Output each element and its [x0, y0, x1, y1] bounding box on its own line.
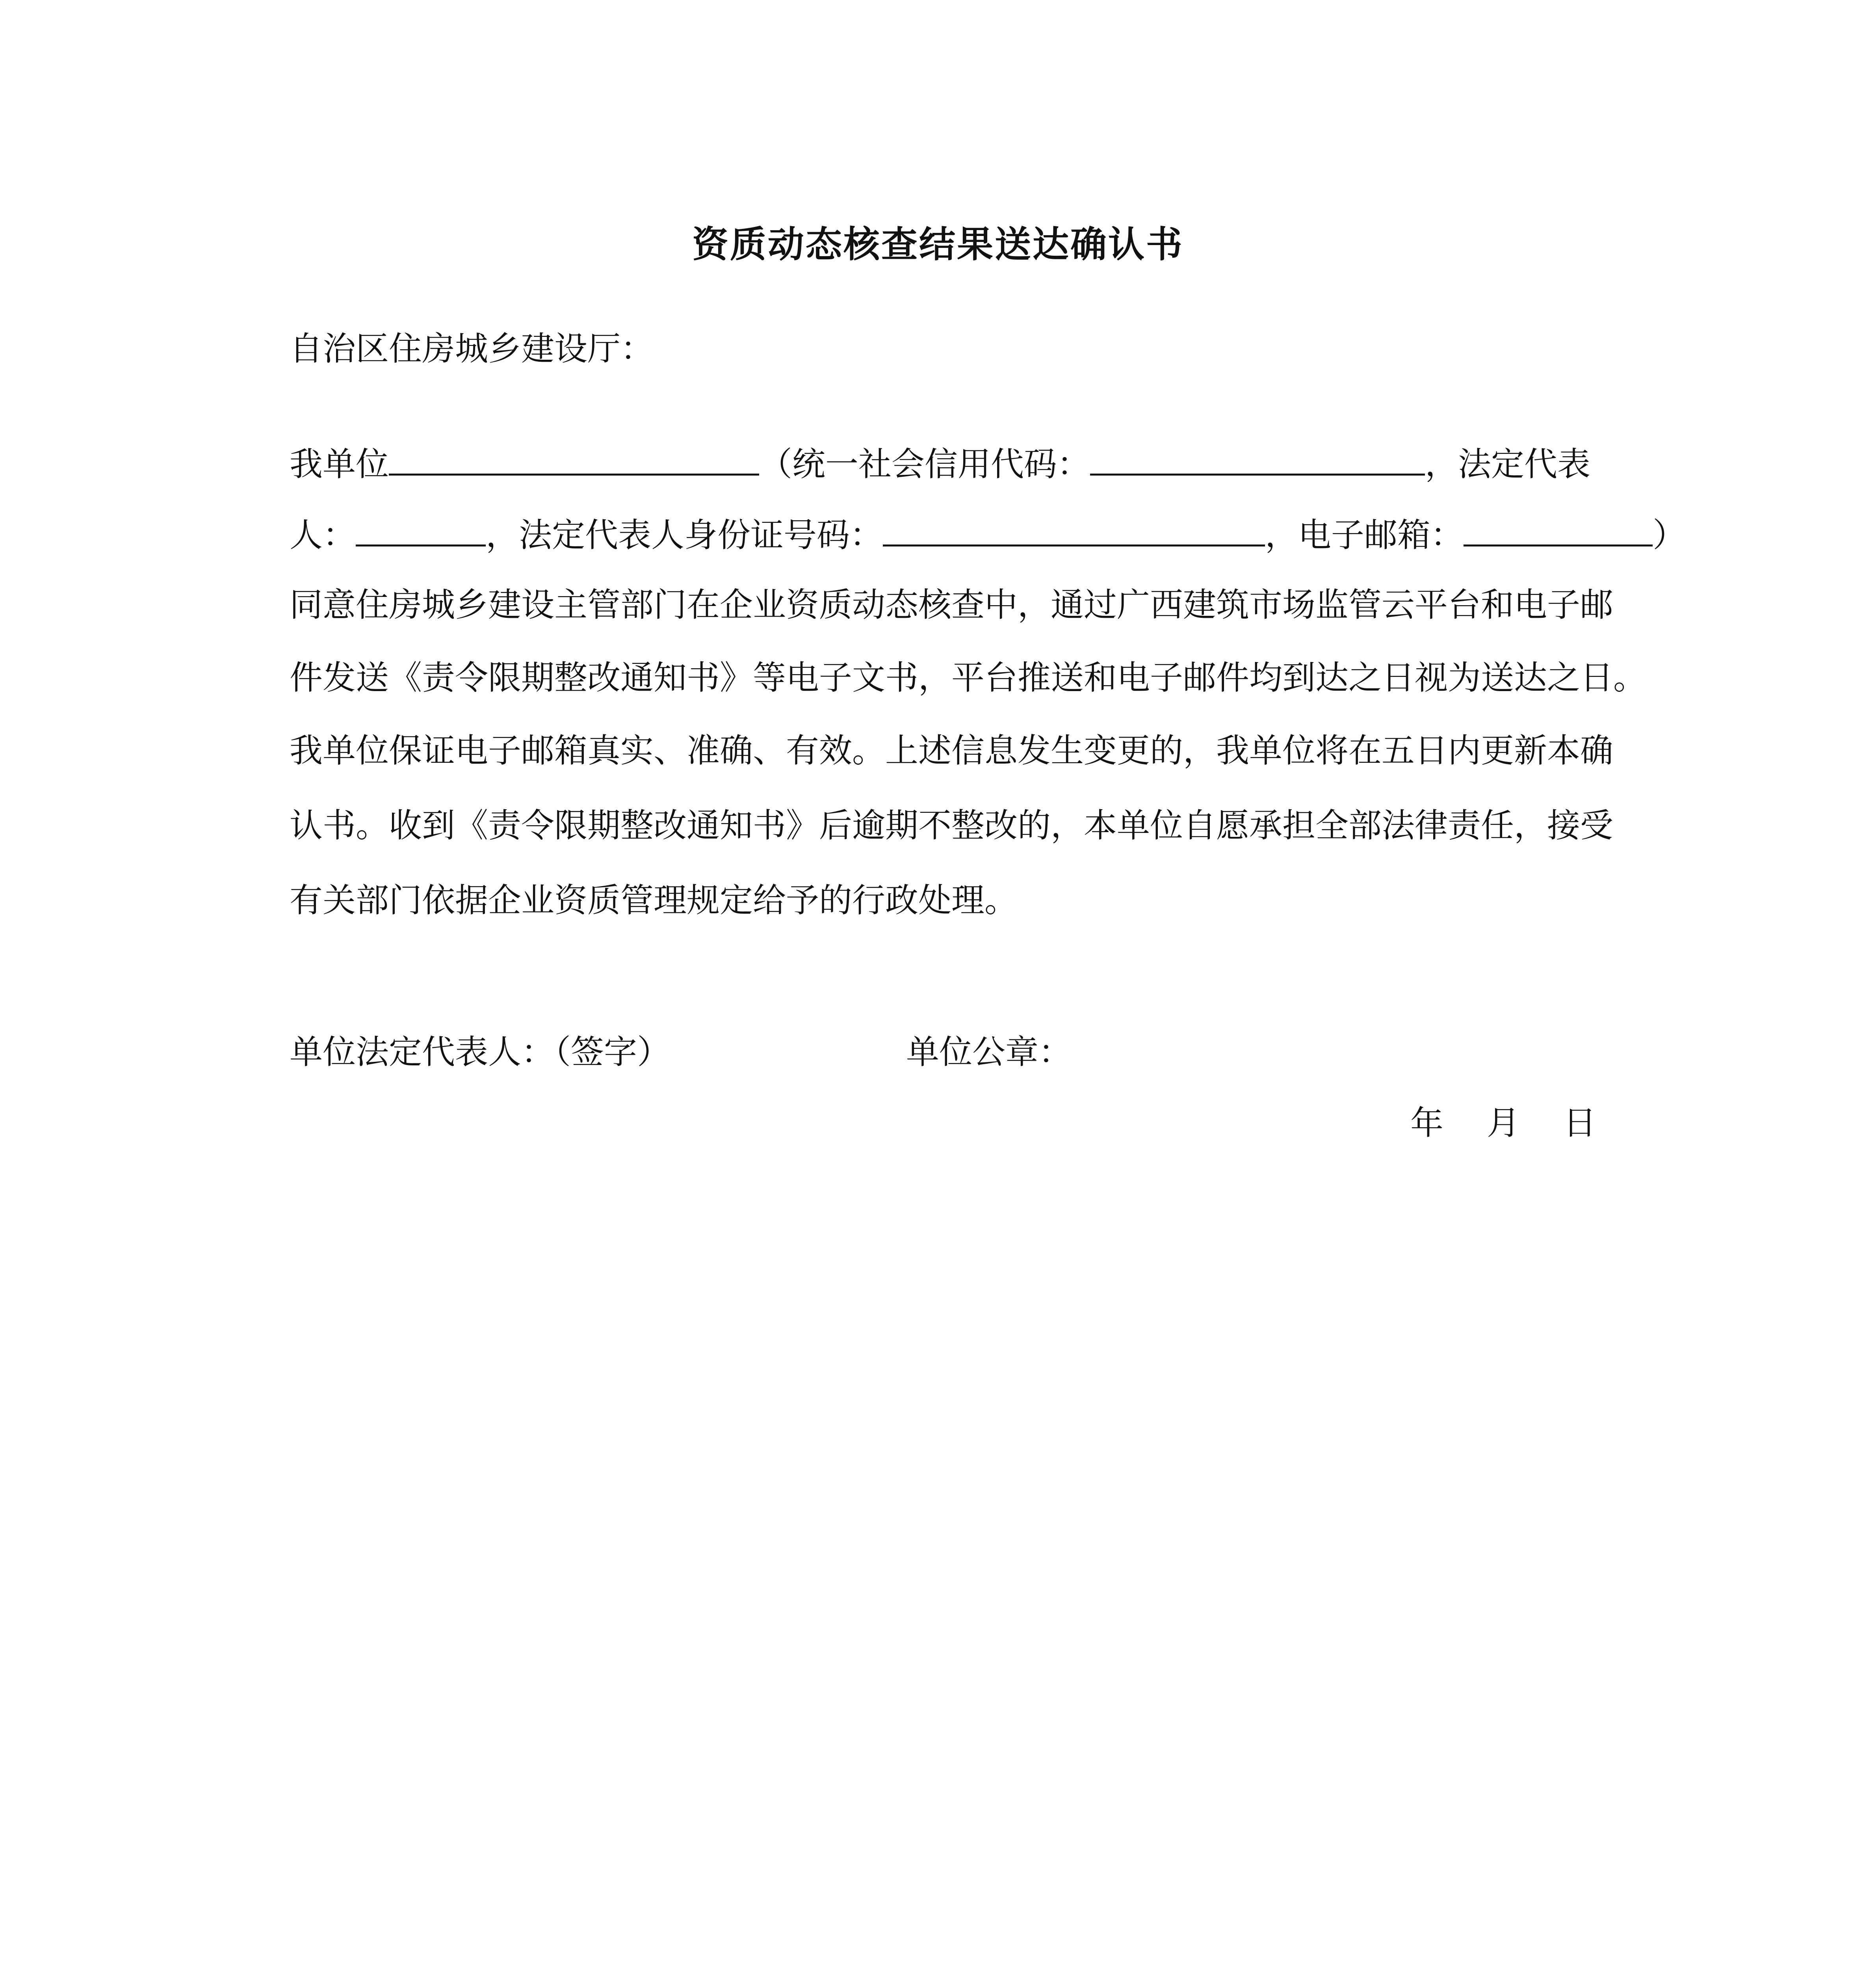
- text-legal-rep-prefix: ，法定代表: [1425, 445, 1591, 483]
- paragraph-line-4: 件发送《责令限期整改通知书》等电子文书，平台推送和电子邮件均到达之日视为送达之日。: [290, 658, 1647, 697]
- text-person-label: 人：: [290, 516, 356, 554]
- date-line: [1410, 1101, 1596, 1145]
- paragraph-line-1: [290, 441, 1601, 486]
- text-email-label: ，电子邮箱：: [1265, 516, 1464, 554]
- text-my-unit: 我单位: [290, 445, 389, 483]
- paragraph-line-7: 有关部门依据企业资质管理规定给予的行政处理。: [290, 881, 1018, 920]
- addressee: 自治区住房城乡建设厅：: [290, 329, 654, 368]
- paragraph-line-6: 认书。收到《责令限期整改通知书》后逾期不整改的，本单位自愿承担全部法律责任，接受: [290, 806, 1614, 845]
- paragraph-line-3: 同意住房城乡建设主管部门在企业资质动态核查中，通过广西建筑市场监管云平台和电子邮: [290, 585, 1614, 624]
- text-id-number-label: ，法定代表人身份证号码：: [486, 516, 883, 554]
- id-number-blank[interactable]: [883, 512, 1265, 546]
- email-blank[interactable]: [1464, 512, 1653, 546]
- text-credit-code-label: （统一社会信用代码：: [759, 445, 1090, 483]
- legal-rep-signature-label: 单位法定代表人：（签字）: [290, 1033, 671, 1071]
- paragraph-line-2: [290, 512, 1686, 557]
- date-month: 月: [1487, 1104, 1520, 1142]
- date-day: 日: [1563, 1104, 1597, 1142]
- date-year: 年: [1410, 1104, 1444, 1142]
- unit-name-blank[interactable]: [389, 441, 759, 476]
- company-seal-label: 单位公章：: [906, 1033, 1072, 1071]
- legal-rep-name-blank[interactable]: [356, 512, 486, 546]
- document-title: 资质动态核查结果送达确认书: [692, 223, 1184, 266]
- credit-code-blank[interactable]: [1090, 441, 1425, 476]
- paragraph-line-5: 我单位保证电子邮箱真实、准确、有效。上述信息发生变更的，我单位将在五日内更新本确: [290, 731, 1614, 770]
- text-close-paren: ）: [1653, 516, 1686, 554]
